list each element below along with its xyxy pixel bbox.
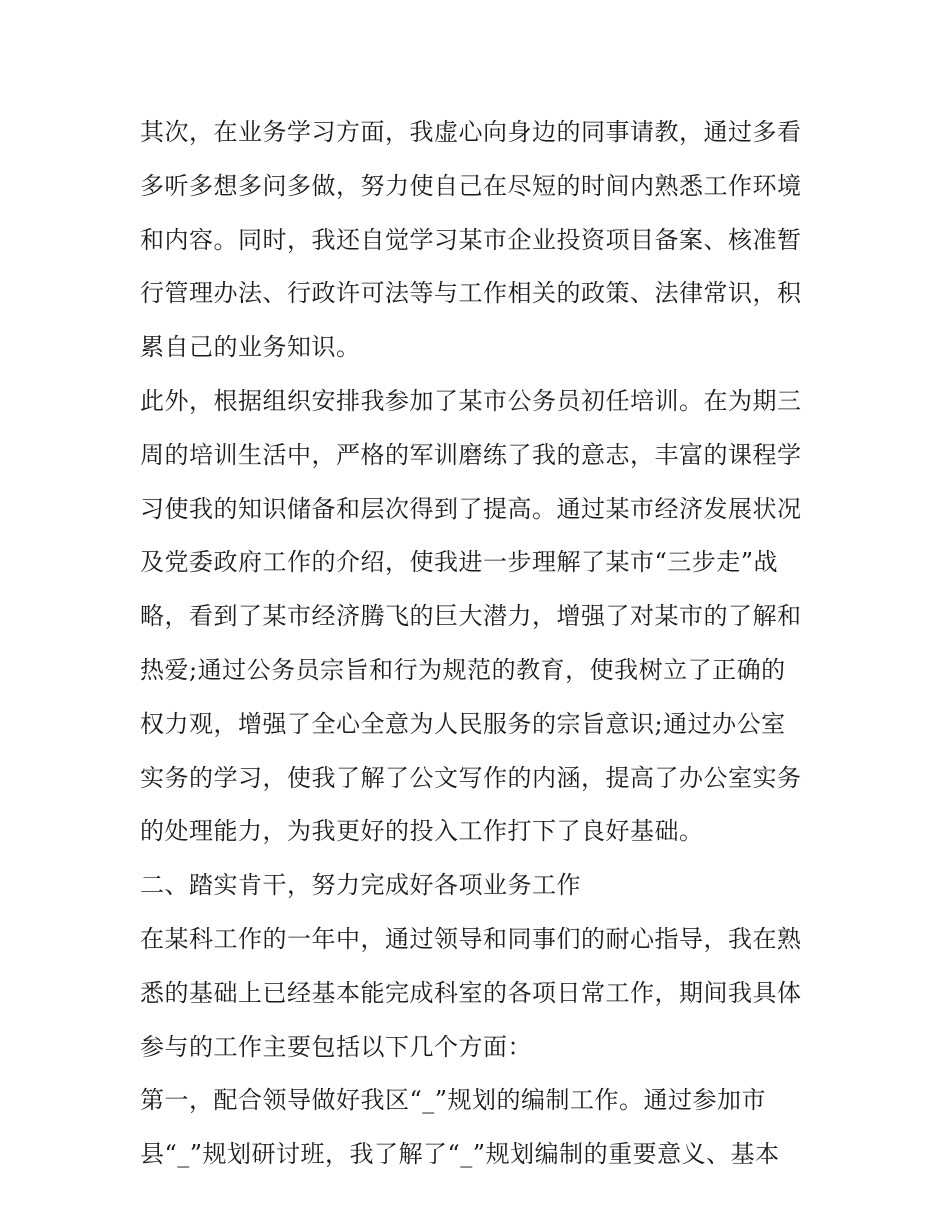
text-line: 悉的基础上已经基本能完成科室的各项日常工作，期间我具体 (140, 978, 802, 1007)
text-line: 及党委政府工作的介绍，使我进一步理解了某市“三步走”战 (140, 548, 779, 577)
text-line: 县“_”规划研讨班，我了解了“_”规划编制的重要意义、基本 (140, 1140, 780, 1169)
text-line: 此外，根据组织安排我参加了某市公务员初任培训。在为期三 (140, 386, 802, 415)
text-line: 和内容。同时，我还自觉学习某市企业投资项目备案、核准暂 (140, 225, 802, 254)
text-line: 其次，在业务学习方面，我虚心向身边的同事请教，通过多看 (140, 118, 802, 146)
text-line: 参与的工作主要包括以下几个方面： (140, 1032, 532, 1061)
text-line: 第一，配合领导做好我区“_”规划的编制工作。通过参加市 (140, 1086, 767, 1115)
text-line: 热爱;通过公务员宗旨和行为规范的教育，使我树立了正确的 (140, 655, 786, 684)
text-line: 权力观，增强了全心全意为人民服务的宗旨意识;通过办公室 (140, 709, 786, 738)
text-line: 周的培训生活中，严格的军训磨练了我的意志，丰富的课程学 (140, 440, 802, 469)
text-line: 行管理办法、行政许可法等与工作相关的政策、法律常识，积 (140, 279, 802, 308)
text-line: 多听多想多问多做，努力使自己在尽短的时间内熟悉工作环境 (140, 171, 802, 200)
text-line: 的处理能力，为我更好的投入工作打下了良好基础。 (140, 817, 704, 846)
text-line: 在某科工作的一年中，通过领导和同事们的耐心指导，我在熟 (140, 924, 802, 953)
text-line: 累自己的业务知识。 (140, 333, 361, 362)
text-line: 习使我的知识储备和层次得到了提高。通过某市经济发展状况 (140, 494, 802, 523)
text-line: 略，看到了某市经济腾飞的巨大潜力，增强了对某市的了解和 (140, 602, 802, 631)
section-heading: 二、踏实肯干，努力完成好各项业务工作 (140, 871, 581, 900)
document-body (140, 106, 820, 1182)
text-line: 实务的学习，使我了解了公文写作的内涵，提高了办公室实务 (140, 763, 802, 792)
